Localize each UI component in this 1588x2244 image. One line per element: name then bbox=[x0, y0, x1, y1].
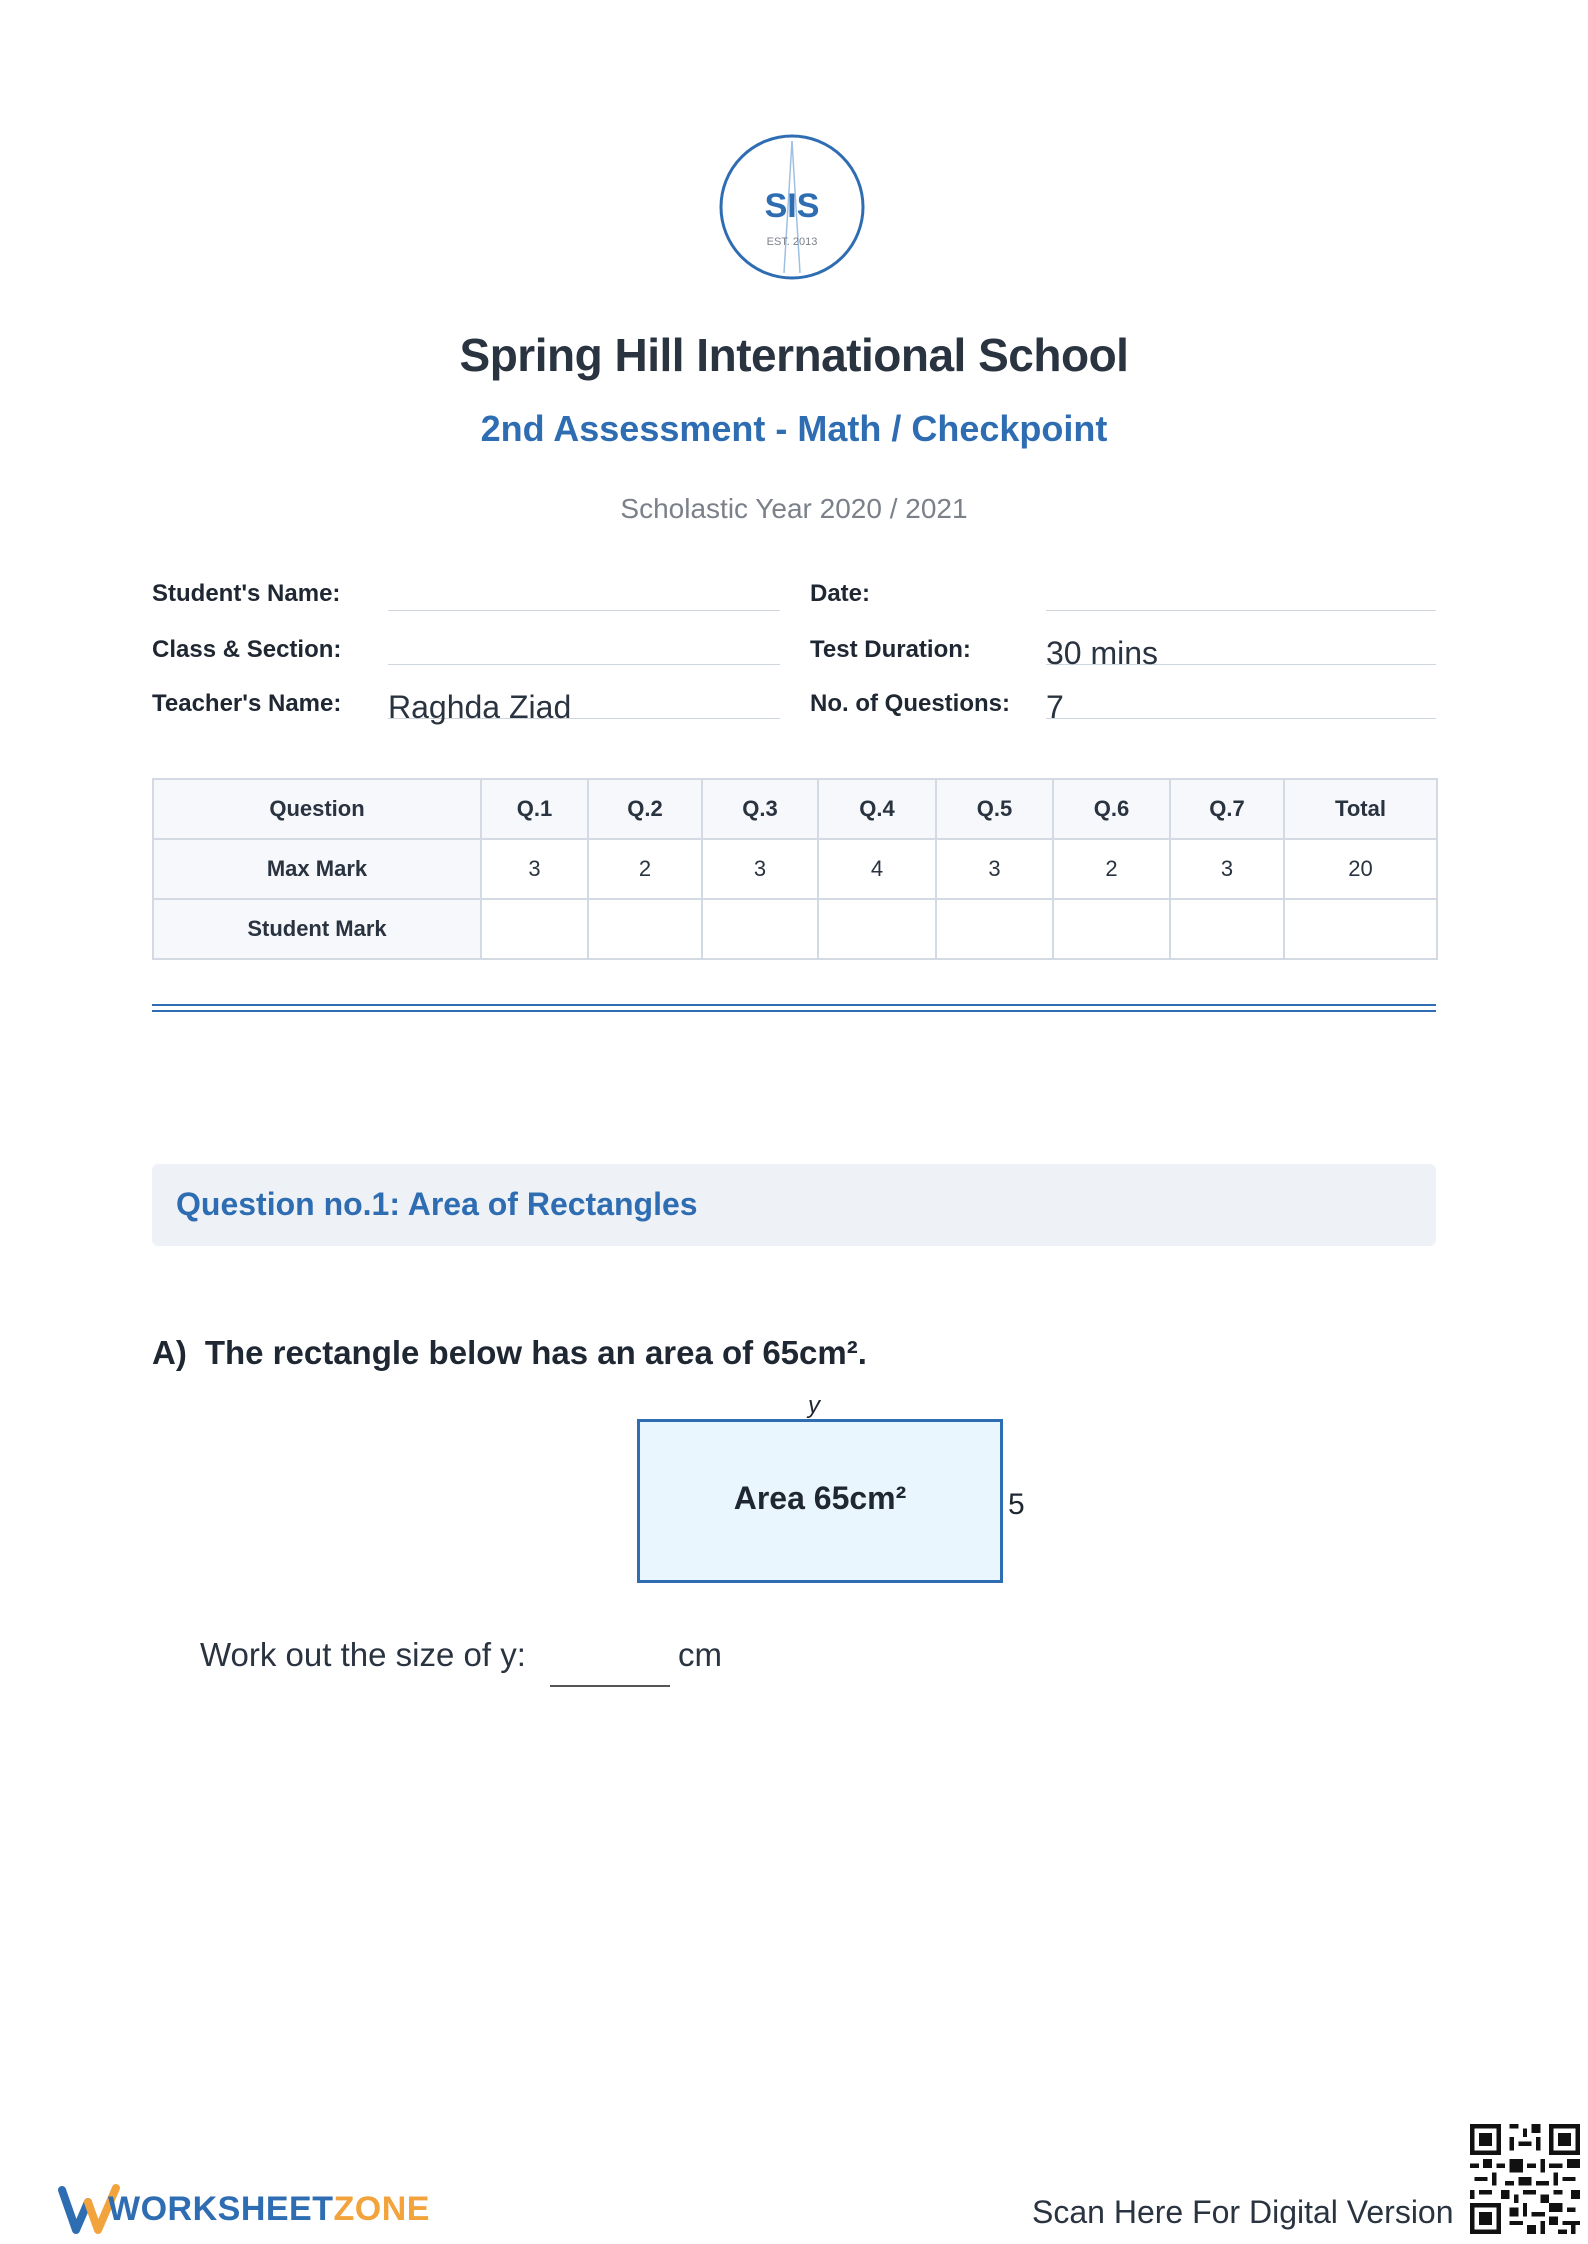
max-mark-cell: 3 bbox=[481, 839, 588, 899]
questions-count-label: No. of Questions: bbox=[810, 690, 1010, 717]
student-mark-cell[interactable] bbox=[936, 899, 1053, 959]
scan-caption: Scan Here For Digital Version bbox=[1032, 2194, 1454, 2230]
teacher-name-value: Raghda Ziad bbox=[388, 689, 572, 725]
class-section-label: Class & Section: bbox=[152, 636, 342, 663]
class-section-field[interactable] bbox=[388, 664, 780, 665]
student-mark-cell[interactable] bbox=[1053, 899, 1170, 959]
rectangle-side-y: y bbox=[808, 1392, 820, 1419]
row-header-question: Question bbox=[153, 779, 481, 839]
rectangle-diagram bbox=[637, 1419, 1003, 1583]
date-label: Date: bbox=[810, 580, 871, 607]
table-row bbox=[153, 839, 1437, 899]
column-header: Q.1 bbox=[481, 779, 588, 839]
student-mark-cell[interactable] bbox=[818, 899, 936, 959]
row-header-student-mark: Student Mark bbox=[153, 899, 481, 959]
column-header: Q.6 bbox=[1053, 779, 1170, 839]
column-header: Q.2 bbox=[588, 779, 702, 839]
student-mark-cell[interactable] bbox=[702, 899, 818, 959]
max-mark-total: 20 bbox=[1284, 839, 1437, 899]
part-letter: A) bbox=[152, 1334, 187, 1371]
date-field[interactable] bbox=[1046, 610, 1436, 611]
table-row bbox=[153, 899, 1437, 959]
answer-input-line[interactable] bbox=[550, 1685, 670, 1687]
column-header: Q.7 bbox=[1170, 779, 1284, 839]
column-header: Q.4 bbox=[818, 779, 936, 839]
student-name-field[interactable] bbox=[388, 610, 780, 611]
answer-prompt: Work out the size of y: bbox=[200, 1636, 526, 1673]
column-header: Q.5 bbox=[936, 779, 1053, 839]
assessment-title: 2nd Assessment - Math / Checkpoint bbox=[480, 408, 1108, 449]
worksheetzone-brand bbox=[108, 2190, 430, 2229]
student-mark-cell[interactable] bbox=[1170, 899, 1284, 959]
max-mark-cell: 3 bbox=[1170, 839, 1284, 899]
questions-count-value: 7 bbox=[1046, 689, 1064, 725]
answer-unit: cm bbox=[678, 1636, 722, 1673]
question-banner bbox=[152, 1164, 1436, 1246]
rectangle-area-label: Area 65cm² bbox=[733, 1480, 907, 1516]
table-row bbox=[153, 779, 1437, 839]
rectangle-side-5: 5 bbox=[1008, 1488, 1025, 1521]
logo-established: EST. 2013 bbox=[766, 236, 818, 248]
test-duration-label: Test Duration: bbox=[810, 636, 971, 663]
max-mark-cell: 2 bbox=[588, 839, 702, 899]
brand-part-1: WORKSHEET bbox=[108, 2190, 334, 2228]
school-name: Spring Hill International School bbox=[459, 329, 1129, 381]
part-text: The rectangle below has an area of 65cm². bbox=[204, 1334, 867, 1371]
max-mark-cell: 3 bbox=[936, 839, 1053, 899]
marks-table bbox=[152, 778, 1438, 960]
logo-initials: SIS bbox=[764, 187, 820, 225]
student-mark-total[interactable] bbox=[1284, 899, 1437, 959]
teacher-name-label: Teacher's Name: bbox=[152, 690, 342, 717]
brand-part-2: ZONE bbox=[333, 2190, 430, 2228]
column-header: Q.3 bbox=[702, 779, 818, 839]
student-name-label: Student's Name: bbox=[152, 580, 341, 607]
max-mark-cell: 4 bbox=[818, 839, 936, 899]
section-divider bbox=[152, 1010, 1436, 1012]
student-mark-cell[interactable] bbox=[588, 899, 702, 959]
max-mark-cell: 2 bbox=[1053, 839, 1170, 899]
scholastic-year: Scholastic Year 2020 / 2021 bbox=[620, 493, 968, 524]
row-header-max-mark: Max Mark bbox=[153, 839, 481, 899]
questions-count-field[interactable] bbox=[1046, 718, 1436, 719]
qr-code-icon[interactable] bbox=[1470, 2124, 1580, 2234]
question-title: Question no.1: Area of Rectangles bbox=[176, 1186, 698, 1222]
school-logo-icon bbox=[718, 133, 866, 281]
student-mark-cell[interactable] bbox=[481, 899, 588, 959]
test-duration-value: 30 mins bbox=[1046, 635, 1159, 671]
question-part-a bbox=[152, 1334, 867, 1372]
max-mark-cell: 3 bbox=[702, 839, 818, 899]
column-header-total: Total bbox=[1284, 779, 1437, 839]
section-divider bbox=[152, 1004, 1436, 1006]
